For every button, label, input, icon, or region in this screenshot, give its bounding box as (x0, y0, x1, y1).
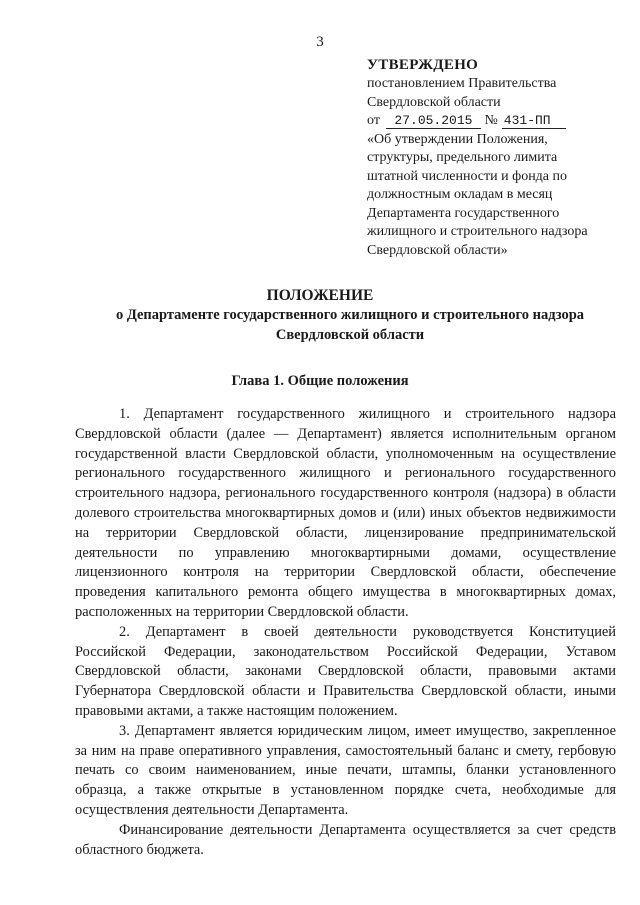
paragraph-1: 1. Департамент государственного жилищного и строительного надзора Свердловской области (далее — Департамент) является исполнительным органом государственной власти Свердловской области, уполномоченным на осуществление регионального государственного жилищного и регионального государственного строительного надзора, регионального государственного контроля (надзора) в области долевого строительства многоквартирных домов и (или) иных объектов недвижимости на территории Свердловской области, лицензирование предпринимательской деятельности по управлению многоквартирными домами, осуществление лицензионного контроля на территории Свердловской области, обеспечение проведения капитального ремонта общего имущества в многоквартирных домах, расположенных на территории Свердловской области. (75, 406, 616, 620)
paragraph-3: 3. Департамент является юридическим лицом, имеет имущество, закрепленное за ним на праве оперативного управления, самостоятельный баланс и смету, гербовую печать со своим наименованием, иные печати, штампы, бланки установленного образца, а также открытые в установленном порядке счета, необходимые для осуществления деятельности Департамента. (75, 722, 616, 818)
approval-title-line: Департамента государственного (367, 205, 560, 221)
paragraph-2: 2. Департамент в своей деятельности руководствуется Конституцией Российской Федерации, законодательством Российской Федерации, Уставом Свердловской области, законами Свердловской области, правовыми актами Губернатора Свердловской области и Правительства Свердловской области, иными правовыми актами, а также настоящим положением. (75, 623, 616, 719)
approval-stamp (367, 56, 617, 260)
chapter-body (75, 405, 616, 860)
approval-title-line: должностным окладам в месяц (367, 187, 553, 202)
approval-title-line: штатной численности и фонда по (367, 168, 568, 184)
chapter-heading: Глава 1. Общие положения (231, 373, 409, 389)
approval-line-2: Свердловской области (367, 94, 501, 110)
approval-date-line (367, 112, 617, 131)
approval-title-line: жилищного и строительного надзора (367, 224, 588, 239)
paragraph-4: Финансирование деятельности Департамента осуществляется за счет средств областного бюджета. (75, 821, 616, 858)
document-subtitle: о Департаменте государственного жилищного и строительного надзора Свердловской области (115, 307, 585, 343)
approval-date: 27.05.2015 (386, 114, 481, 129)
number-label: № (484, 113, 498, 128)
document-title: ПОЛОЖЕНИЕ (266, 287, 374, 304)
approval-line-1: постановлением Правительства (367, 76, 557, 91)
page-number: 3 (316, 34, 324, 50)
from-label: от (367, 113, 380, 128)
approval-title-line: «Об утверждении Положения, (367, 131, 548, 147)
approval-title-line: структуры, предельного лимита (367, 150, 558, 165)
approval-title-line: Свердловской области» (367, 242, 508, 258)
approval-number: 431-ПП (502, 114, 566, 129)
approval-heading: УТВЕРЖДЕНО (367, 57, 479, 73)
